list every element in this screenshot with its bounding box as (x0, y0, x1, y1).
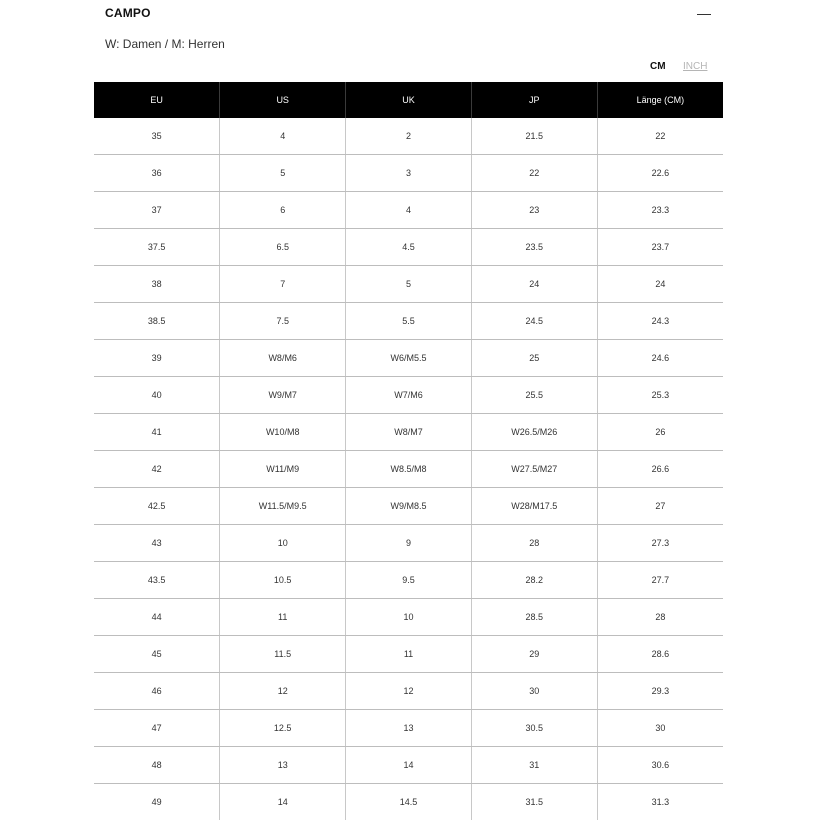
cell-uk: 11 (346, 636, 472, 673)
table-row (94, 155, 723, 192)
cell-eu: 46 (94, 673, 220, 710)
cell-us: 11 (220, 599, 346, 636)
cell-us: 13 (220, 747, 346, 784)
table-header-row (94, 82, 723, 118)
table-row (94, 451, 723, 488)
cell-length: 22 (597, 118, 723, 155)
cell-eu: 48 (94, 747, 220, 784)
table-row (94, 784, 723, 820)
cell-us: 7.5 (220, 303, 346, 340)
cell-jp: 24.5 (471, 303, 597, 340)
unit-cm-option[interactable]: CM (650, 61, 666, 72)
table-row (94, 747, 723, 784)
cell-length: 27 (597, 488, 723, 525)
cell-uk: 12 (346, 673, 472, 710)
cell-length: 28 (597, 599, 723, 636)
cell-us: W11.5/M9.5 (220, 488, 346, 525)
table-row (94, 340, 723, 377)
cell-eu: 42.5 (94, 488, 220, 525)
cell-eu: 43.5 (94, 562, 220, 599)
cell-uk: W8.5/M8 (346, 451, 472, 488)
column-header-uk: UK (346, 82, 472, 118)
cell-us: W11/M9 (220, 451, 346, 488)
column-header-jp: JP (471, 82, 597, 118)
cell-jp: 23 (471, 192, 597, 229)
cell-length: 29.3 (597, 673, 723, 710)
column-header-eu: EU (94, 82, 220, 118)
table-row (94, 414, 723, 451)
cell-uk: 14.5 (346, 784, 472, 820)
cell-jp: 29 (471, 636, 597, 673)
cell-length: 27.3 (597, 525, 723, 562)
cell-us: 10 (220, 525, 346, 562)
cell-length: 24 (597, 266, 723, 303)
cell-jp: 22 (471, 155, 597, 192)
cell-eu: 37 (94, 192, 220, 229)
collapse-button[interactable] (697, 14, 711, 15)
cell-jp: 30.5 (471, 710, 597, 747)
table-row (94, 636, 723, 673)
cell-length: 25.3 (597, 377, 723, 414)
cell-us: 10.5 (220, 562, 346, 599)
cell-length: 27.7 (597, 562, 723, 599)
cell-length: 23.7 (597, 229, 723, 266)
cell-eu: 44 (94, 599, 220, 636)
cell-eu: 36 (94, 155, 220, 192)
cell-jp: 30 (471, 673, 597, 710)
cell-jp: 31 (471, 747, 597, 784)
table-row (94, 192, 723, 229)
cell-uk: 10 (346, 599, 472, 636)
cell-length: 30 (597, 710, 723, 747)
cell-us: W9/M7 (220, 377, 346, 414)
cell-length: 31.3 (597, 784, 723, 820)
table-row (94, 599, 723, 636)
cell-eu: 38.5 (94, 303, 220, 340)
cell-us: 12.5 (220, 710, 346, 747)
cell-length: 28.6 (597, 636, 723, 673)
cell-uk: W6/M5.5 (346, 340, 472, 377)
cell-uk: 13 (346, 710, 472, 747)
cell-jp: 28 (471, 525, 597, 562)
cell-jp: 25 (471, 340, 597, 377)
cell-jp: 28.5 (471, 599, 597, 636)
cell-us: W10/M8 (220, 414, 346, 451)
cell-us: 14 (220, 784, 346, 820)
cell-us: 5 (220, 155, 346, 192)
cell-eu: 39 (94, 340, 220, 377)
cell-us: 6.5 (220, 229, 346, 266)
cell-length: 23.3 (597, 192, 723, 229)
cell-us: 4 (220, 118, 346, 155)
cell-us: W8/M6 (220, 340, 346, 377)
cell-eu: 38 (94, 266, 220, 303)
cell-jp: W27.5/M27 (471, 451, 597, 488)
cell-length: 26 (597, 414, 723, 451)
cell-jp: 23.5 (471, 229, 597, 266)
column-header-length: Länge (CM) (597, 82, 723, 118)
cell-jp: 25.5 (471, 377, 597, 414)
cell-us: 12 (220, 673, 346, 710)
table-row (94, 229, 723, 266)
cell-eu: 47 (94, 710, 220, 747)
table-row (94, 673, 723, 710)
cell-uk: 5 (346, 266, 472, 303)
cell-uk: 4 (346, 192, 472, 229)
cell-us: 11.5 (220, 636, 346, 673)
cell-jp: W28/M17.5 (471, 488, 597, 525)
cell-eu: 45 (94, 636, 220, 673)
cell-jp: 24 (471, 266, 597, 303)
cell-uk: 5.5 (346, 303, 472, 340)
cell-length: 22.6 (597, 155, 723, 192)
cell-eu: 40 (94, 377, 220, 414)
cell-uk: 4.5 (346, 229, 472, 266)
unit-inch-option[interactable]: INCH (683, 61, 707, 72)
cell-uk: W7/M6 (346, 377, 472, 414)
cell-jp: W26.5/M26 (471, 414, 597, 451)
cell-uk: 9 (346, 525, 472, 562)
cell-eu: 49 (94, 784, 220, 820)
table-row (94, 562, 723, 599)
cell-uk: W9/M8.5 (346, 488, 472, 525)
cell-length: 26.6 (597, 451, 723, 488)
cell-uk: 3 (346, 155, 472, 192)
cell-eu: 37.5 (94, 229, 220, 266)
cell-eu: 43 (94, 525, 220, 562)
cell-eu: 42 (94, 451, 220, 488)
cell-us: 6 (220, 192, 346, 229)
table-row (94, 377, 723, 414)
cell-length: 30.6 (597, 747, 723, 784)
cell-uk: 9.5 (346, 562, 472, 599)
column-header-us: US (220, 82, 346, 118)
cell-eu: 41 (94, 414, 220, 451)
product-title: CAMPO (105, 6, 151, 20)
cell-jp: 28.2 (471, 562, 597, 599)
cell-length: 24.3 (597, 303, 723, 340)
gender-legend: W: Damen / M: Herren (105, 37, 225, 51)
table-row (94, 710, 723, 747)
cell-jp: 31.5 (471, 784, 597, 820)
table-row (94, 488, 723, 525)
cell-uk: 2 (346, 118, 472, 155)
table-row (94, 266, 723, 303)
cell-eu: 35 (94, 118, 220, 155)
table-row (94, 118, 723, 155)
cell-jp: 21.5 (471, 118, 597, 155)
size-table-body (94, 118, 723, 820)
table-row (94, 303, 723, 340)
size-chart-table (94, 82, 723, 820)
cell-uk: W8/M7 (346, 414, 472, 451)
cell-uk: 14 (346, 747, 472, 784)
cell-length: 24.6 (597, 340, 723, 377)
table-row (94, 525, 723, 562)
cell-us: 7 (220, 266, 346, 303)
